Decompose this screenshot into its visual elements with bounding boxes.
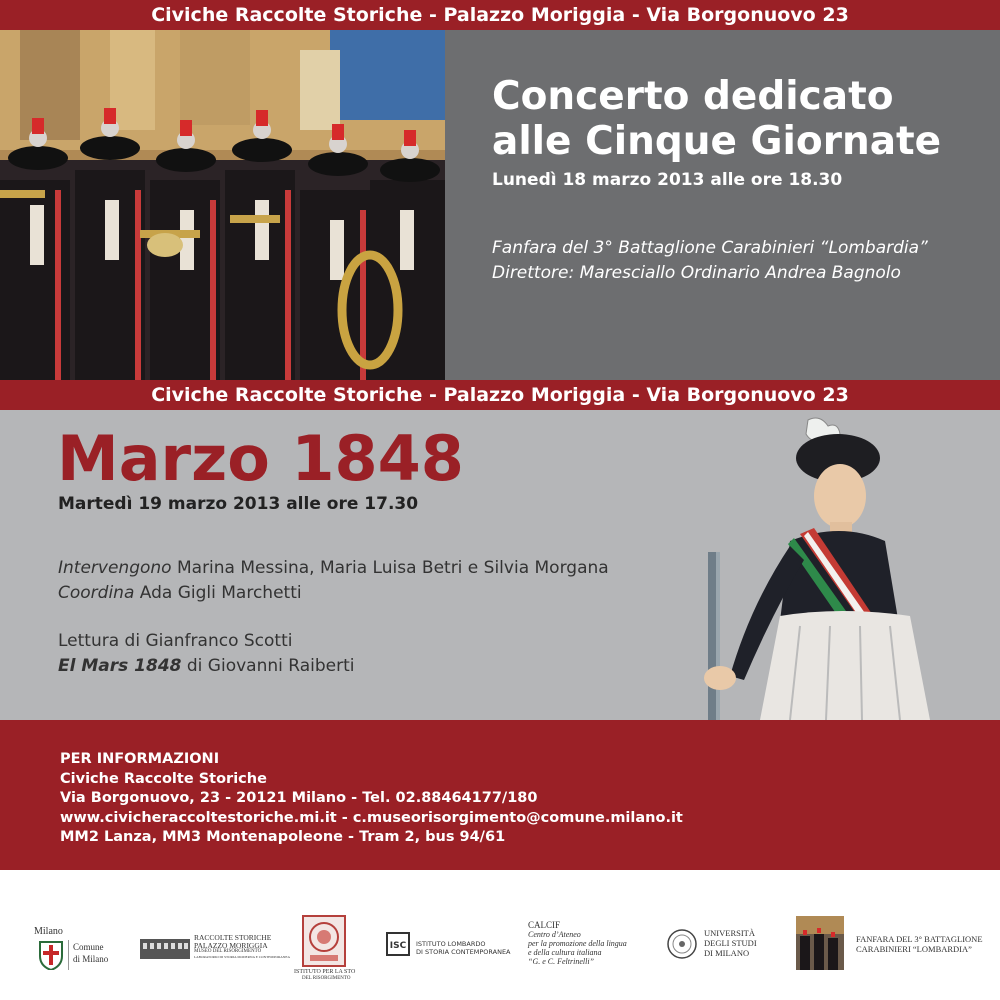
marzo-section [0, 410, 1000, 720]
calcif-logo [528, 920, 658, 980]
fanfara-thumbnail-icon [796, 916, 844, 970]
calcif-line1: Centro d’Ateneo [528, 930, 581, 939]
istituto-risorgimento-logo [294, 915, 354, 990]
calcif-line2: per la promozione della lingua [528, 939, 627, 948]
sponsor-logos [0, 870, 1000, 1000]
info-organization: Civiche Raccolte Storiche [60, 770, 267, 787]
marzo-date: Martedì 19 marzo 2013 alle ore 17.30 [58, 494, 419, 514]
concert-title-line1: Concerto dedicato [492, 74, 894, 119]
fanfara-line1: FANFARA DEL 3° BATTAGLIONE [856, 934, 983, 944]
coordinator-label: Coordina [58, 583, 135, 603]
isc-line2: DI STORIA CONTEMPORANEA [416, 948, 511, 956]
concert-info [492, 74, 941, 286]
coordinator-line [58, 581, 609, 606]
milano-top-label: Milano [34, 926, 63, 937]
istituto-line2: DEL RISORGIMENTO [302, 976, 351, 981]
concert-section [0, 30, 1000, 380]
uni-line3: DI MILANO [704, 948, 750, 958]
raccolte-line3: MUSEO DEL RISORGIMENTO [194, 949, 262, 954]
istituto-seal-icon [302, 915, 346, 967]
raccolte-line4: LABORATORIO DI STORIA MODERNA E CONTEMPORANEA [194, 955, 291, 959]
isc-line1: ISTITUTO LOMBARDO [416, 940, 486, 948]
speakers-line [58, 556, 609, 581]
reading-block [58, 629, 354, 679]
raccolte-line2: PALAZZO MORIGGIA [194, 941, 268, 950]
isc-logo [386, 932, 511, 962]
concert-performer: Fanfara del 3° Battaglione Carabinieri “Lombardia” [492, 238, 928, 258]
info-web[interactable]: www.civicheraccoltestoriche.mi.it - c.museorisorgimento@comune.milano.it [60, 809, 683, 826]
info-text [60, 750, 683, 848]
milano-divider [68, 940, 69, 970]
work-line [58, 654, 354, 679]
concert-title-line2: alle Cinque Giornate [492, 119, 942, 164]
istituto-line1: ISTITUTO PER LA STO [294, 969, 356, 975]
calcif-line4: “G. e C. Feltrinelli” [528, 957, 594, 966]
fanfara-logo [796, 916, 986, 972]
milano-comune-label: Comune [73, 942, 104, 952]
speakers-block [58, 556, 609, 606]
milano-shield-icon [38, 940, 64, 970]
palazzo-building-icon [140, 935, 190, 959]
middle-band: Civiche Raccolte Storiche - Palazzo Moriggia - Via Borgonuovo 23 [0, 380, 1000, 410]
concert-performers [492, 236, 941, 286]
uni-line1: UNIVERSITÀ [704, 928, 755, 938]
milano-di-label: di Milano [73, 954, 109, 964]
reading-line: Lettura di Gianfranco Scotti [58, 631, 293, 651]
concert-date: Lunedì 18 marzo 2013 alle ore 18.30 [492, 170, 843, 190]
speakers-label: Intervengono [58, 558, 172, 578]
patriot-woman-illustration [690, 416, 940, 720]
carabinieri-band-painting [0, 30, 445, 380]
concert-director: Direttore: Maresciallo Ordinario Andrea Bagnolo [492, 263, 901, 283]
speakers-names: Marina Messina, Maria Luisa Betri e Silvia Morgana [171, 558, 609, 578]
concert-title [492, 74, 941, 164]
work-title: El Mars 1848 [58, 656, 182, 676]
info-address: Via Borgonuovo, 23 - 20121 Milano - Tel. 02.88464177/180 [60, 790, 538, 806]
calcif-title: CALCIF [528, 920, 561, 930]
raccolte-line1: RACCOLTE STORICHE [194, 933, 272, 942]
comune-milano-logo [32, 926, 112, 976]
coordinator-name: Ada Gigli Marchetti [134, 583, 302, 603]
raccolte-storiche-logo [140, 933, 291, 963]
info-transport: MM2 Lanza, MM3 Montenapoleone - Tram 2, bus 94/61 [60, 829, 506, 845]
calcif-line3: e della cultura italiana [528, 948, 602, 957]
work-author: di Giovanni Raiberti [181, 656, 355, 676]
marzo-title: Marzo 1848 [57, 422, 464, 495]
info-section [0, 720, 1000, 870]
isc-mark-icon: ISC [386, 932, 410, 956]
uni-line2: DEGLI STUDI [704, 938, 757, 948]
info-heading: PER INFORMAZIONI [60, 751, 220, 767]
fanfara-line2: CARABINIERI “LOMBARDIA” [856, 944, 972, 954]
header-band: Civiche Raccolte Storiche - Palazzo Moriggia - Via Borgonuovo 23 [0, 0, 1000, 30]
university-seal-icon [666, 928, 698, 960]
universita-milano-logo [666, 926, 766, 966]
